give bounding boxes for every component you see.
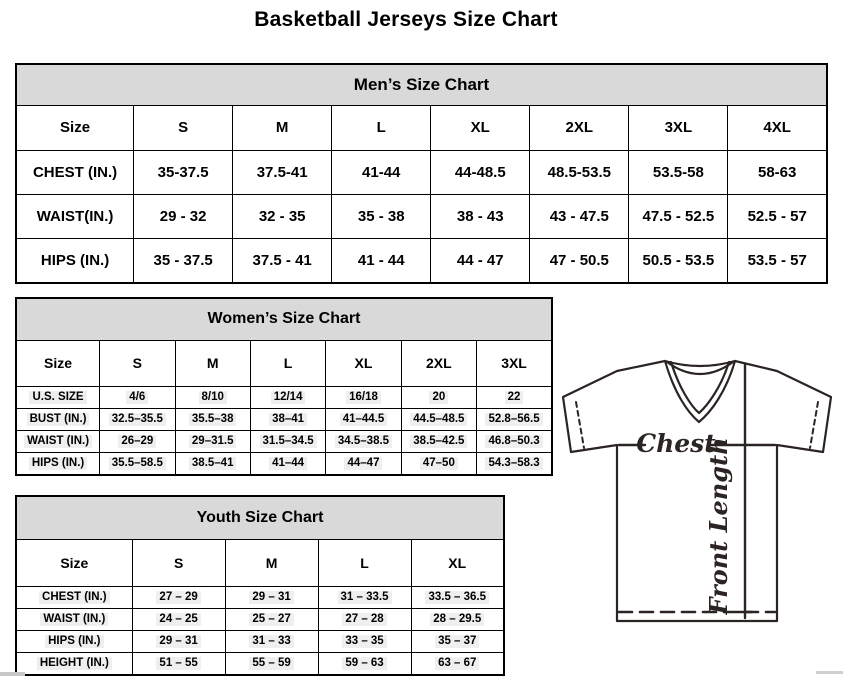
table-cell xyxy=(16,587,132,609)
size-value: 44–47 xyxy=(344,457,382,469)
size-value: 38.5–41 xyxy=(189,457,237,469)
column-header: 4XL xyxy=(728,106,827,151)
womens-table-title: Women’s Size Chart xyxy=(16,298,552,341)
row-label: WAIST (IN.) xyxy=(40,613,108,625)
column-header: S xyxy=(100,341,175,387)
size-value: 16/18 xyxy=(346,391,381,403)
table-cell xyxy=(318,653,411,676)
table-cell xyxy=(175,453,250,476)
table-cell xyxy=(477,409,552,431)
table-cell xyxy=(225,609,318,631)
size-value: 4/6 xyxy=(126,391,148,403)
size-value: 35 – 37 xyxy=(435,635,479,647)
size-value: 29 – 31 xyxy=(156,635,200,647)
size-value: 27 – 29 xyxy=(156,591,200,603)
table-cell xyxy=(401,387,476,409)
horizontal-scrollbar-fragment[interactable] xyxy=(816,671,843,674)
right-cuff-dashed-line xyxy=(810,402,818,448)
table-cell xyxy=(318,587,411,609)
column-header: Size xyxy=(16,540,132,587)
table-cell xyxy=(411,609,504,631)
table-row xyxy=(16,387,552,409)
table-cell xyxy=(132,587,225,609)
size-value: 47.5 - 52.5 xyxy=(629,195,728,239)
size-value: 38–41 xyxy=(269,413,307,425)
table-cell xyxy=(326,387,401,409)
table-cell xyxy=(401,431,476,453)
size-value: 46.8–50.3 xyxy=(485,435,542,447)
size-value: 35 - 38 xyxy=(332,195,431,239)
table-cell xyxy=(132,653,225,676)
table-cell xyxy=(100,453,175,476)
front-length-label: Front Length xyxy=(704,437,733,615)
table-row xyxy=(16,431,552,453)
column-header: 3XL xyxy=(629,106,728,151)
table-cell xyxy=(132,609,225,631)
table-cell xyxy=(477,387,552,409)
table-cell xyxy=(225,631,318,653)
row-label: CHEST (IN.) xyxy=(16,151,134,195)
size-value: 58-63 xyxy=(728,151,827,195)
column-header: 2XL xyxy=(401,341,476,387)
table-cell xyxy=(175,387,250,409)
size-value: 31 – 33.5 xyxy=(338,591,392,603)
table-cell xyxy=(250,387,325,409)
table-cell xyxy=(411,587,504,609)
size-value: 41–44 xyxy=(269,457,307,469)
table-cell xyxy=(16,453,100,476)
size-value: 47 - 50.5 xyxy=(530,239,629,284)
jersey-measurement-diagram xyxy=(555,352,843,632)
column-header: 3XL xyxy=(477,341,552,387)
size-value: 38.5–42.5 xyxy=(410,435,467,447)
womens-size-chart-table xyxy=(15,297,553,476)
column-header: M xyxy=(233,106,332,151)
size-value: 53.5 - 57 xyxy=(728,239,827,284)
table-cell xyxy=(477,453,552,476)
column-header: L xyxy=(250,341,325,387)
table-row xyxy=(16,631,504,653)
size-value: 35.5–58.5 xyxy=(109,457,166,469)
size-value: 28 – 29.5 xyxy=(430,613,484,625)
size-value: 41-44 xyxy=(332,151,431,195)
row-label: CHEST (IN.) xyxy=(39,591,110,603)
size-value: 20 xyxy=(429,391,448,403)
size-value: 52.8–56.5 xyxy=(485,413,542,425)
size-value: 50.5 - 53.5 xyxy=(629,239,728,284)
column-header: L xyxy=(332,106,431,151)
row-label: HIPS (IN.) xyxy=(16,239,134,284)
size-value: 35.5–38 xyxy=(189,413,237,425)
column-header: S xyxy=(134,106,233,151)
size-value: 8/10 xyxy=(199,391,227,403)
size-value: 31.5–34.5 xyxy=(260,435,317,447)
table-cell xyxy=(16,431,100,453)
table-cell xyxy=(132,631,225,653)
table-cell xyxy=(250,431,325,453)
size-value: 12/14 xyxy=(271,391,306,403)
size-value: 43 - 47.5 xyxy=(530,195,629,239)
size-value: 31 – 33 xyxy=(249,635,293,647)
table-cell xyxy=(175,431,250,453)
table-cell xyxy=(318,631,411,653)
size-value: 32.5–35.5 xyxy=(109,413,166,425)
size-value: 37.5-41 xyxy=(233,151,332,195)
table-cell xyxy=(411,653,504,676)
size-value: 34.5–38.5 xyxy=(335,435,392,447)
chest-label: Chest xyxy=(636,429,716,458)
size-value: 63 – 67 xyxy=(435,657,479,669)
column-header: 2XL xyxy=(530,106,629,151)
table-cell xyxy=(326,431,401,453)
table-cell xyxy=(401,409,476,431)
left-cuff-dashed-line xyxy=(576,402,584,448)
table-row xyxy=(16,195,827,239)
table-cell xyxy=(100,387,175,409)
horizontal-scrollbar-fragment[interactable] xyxy=(0,672,25,676)
size-value: 33.5 – 36.5 xyxy=(425,591,489,603)
size-value: 25 – 27 xyxy=(249,613,293,625)
row-label: HIPS (IN.) xyxy=(29,457,87,469)
size-value: 52.5 - 57 xyxy=(728,195,827,239)
table-cell xyxy=(175,409,250,431)
table-cell xyxy=(16,653,132,676)
jersey-outline xyxy=(563,361,831,621)
size-value: 44.5–48.5 xyxy=(410,413,467,425)
column-header: XL xyxy=(411,540,504,587)
table-row xyxy=(16,409,552,431)
size-value: 35-37.5 xyxy=(134,151,233,195)
table-row xyxy=(16,609,504,631)
column-header: M xyxy=(175,341,250,387)
table-cell xyxy=(250,409,325,431)
size-value: 26–29 xyxy=(118,435,156,447)
table-cell xyxy=(250,453,325,476)
table-cell xyxy=(16,387,100,409)
table-row xyxy=(16,239,827,284)
size-value: 29 - 32 xyxy=(134,195,233,239)
size-value: 22 xyxy=(505,391,524,403)
size-value: 47–50 xyxy=(420,457,458,469)
size-value: 33 – 35 xyxy=(342,635,386,647)
column-header: L xyxy=(318,540,411,587)
table-cell xyxy=(100,409,175,431)
row-label: WAIST(IN.) xyxy=(16,195,134,239)
column-header: XL xyxy=(431,106,530,151)
size-value: 53.5-58 xyxy=(629,151,728,195)
youth-size-chart-table xyxy=(15,495,505,676)
collar-arc xyxy=(665,361,735,366)
row-label: U.S. SIZE xyxy=(29,391,86,403)
table-cell xyxy=(100,431,175,453)
column-header: Size xyxy=(16,106,134,151)
table-cell xyxy=(401,453,476,476)
row-label: WAIST (IN.) xyxy=(24,435,92,447)
mens-table-title: Men’s Size Chart xyxy=(16,64,827,106)
row-label: BUST (IN.) xyxy=(27,413,90,425)
size-value: 51 – 55 xyxy=(156,657,200,669)
column-header: XL xyxy=(326,341,401,387)
size-value: 44 - 47 xyxy=(431,239,530,284)
table-cell xyxy=(326,453,401,476)
table-cell xyxy=(16,631,132,653)
youth-table-title: Youth Size Chart xyxy=(16,496,504,540)
size-value: 37.5 - 41 xyxy=(233,239,332,284)
row-label: HIPS (IN.) xyxy=(45,635,103,647)
size-value: 35 - 37.5 xyxy=(134,239,233,284)
table-cell xyxy=(326,409,401,431)
size-value: 41 - 44 xyxy=(332,239,431,284)
size-value: 41–44.5 xyxy=(340,413,388,425)
size-value: 29 – 31 xyxy=(249,591,293,603)
table-row xyxy=(16,151,827,195)
size-value: 24 – 25 xyxy=(156,613,200,625)
size-value: 29–31.5 xyxy=(189,435,237,447)
size-value: 44-48.5 xyxy=(431,151,530,195)
page-title: Basketball Jerseys Size Chart xyxy=(254,8,558,31)
size-value: 38 - 43 xyxy=(431,195,530,239)
size-value: 27 – 28 xyxy=(342,613,386,625)
table-row xyxy=(16,587,504,609)
size-value: 59 – 63 xyxy=(342,657,386,669)
column-header: S xyxy=(132,540,225,587)
table-cell xyxy=(16,609,132,631)
table-cell xyxy=(477,431,552,453)
size-value: 55 – 59 xyxy=(249,657,293,669)
size-value: 48.5-53.5 xyxy=(530,151,629,195)
column-header: Size xyxy=(16,341,100,387)
table-cell xyxy=(16,409,100,431)
table-row xyxy=(16,453,552,476)
table-row xyxy=(16,653,504,676)
table-cell xyxy=(411,631,504,653)
mens-size-chart-table xyxy=(15,63,828,284)
table-cell xyxy=(225,653,318,676)
column-header: M xyxy=(225,540,318,587)
table-cell xyxy=(225,587,318,609)
size-value: 54.3–58.3 xyxy=(485,457,542,469)
size-value: 32 - 35 xyxy=(233,195,332,239)
table-cell xyxy=(318,609,411,631)
row-label: HEIGHT (IN.) xyxy=(37,657,112,669)
